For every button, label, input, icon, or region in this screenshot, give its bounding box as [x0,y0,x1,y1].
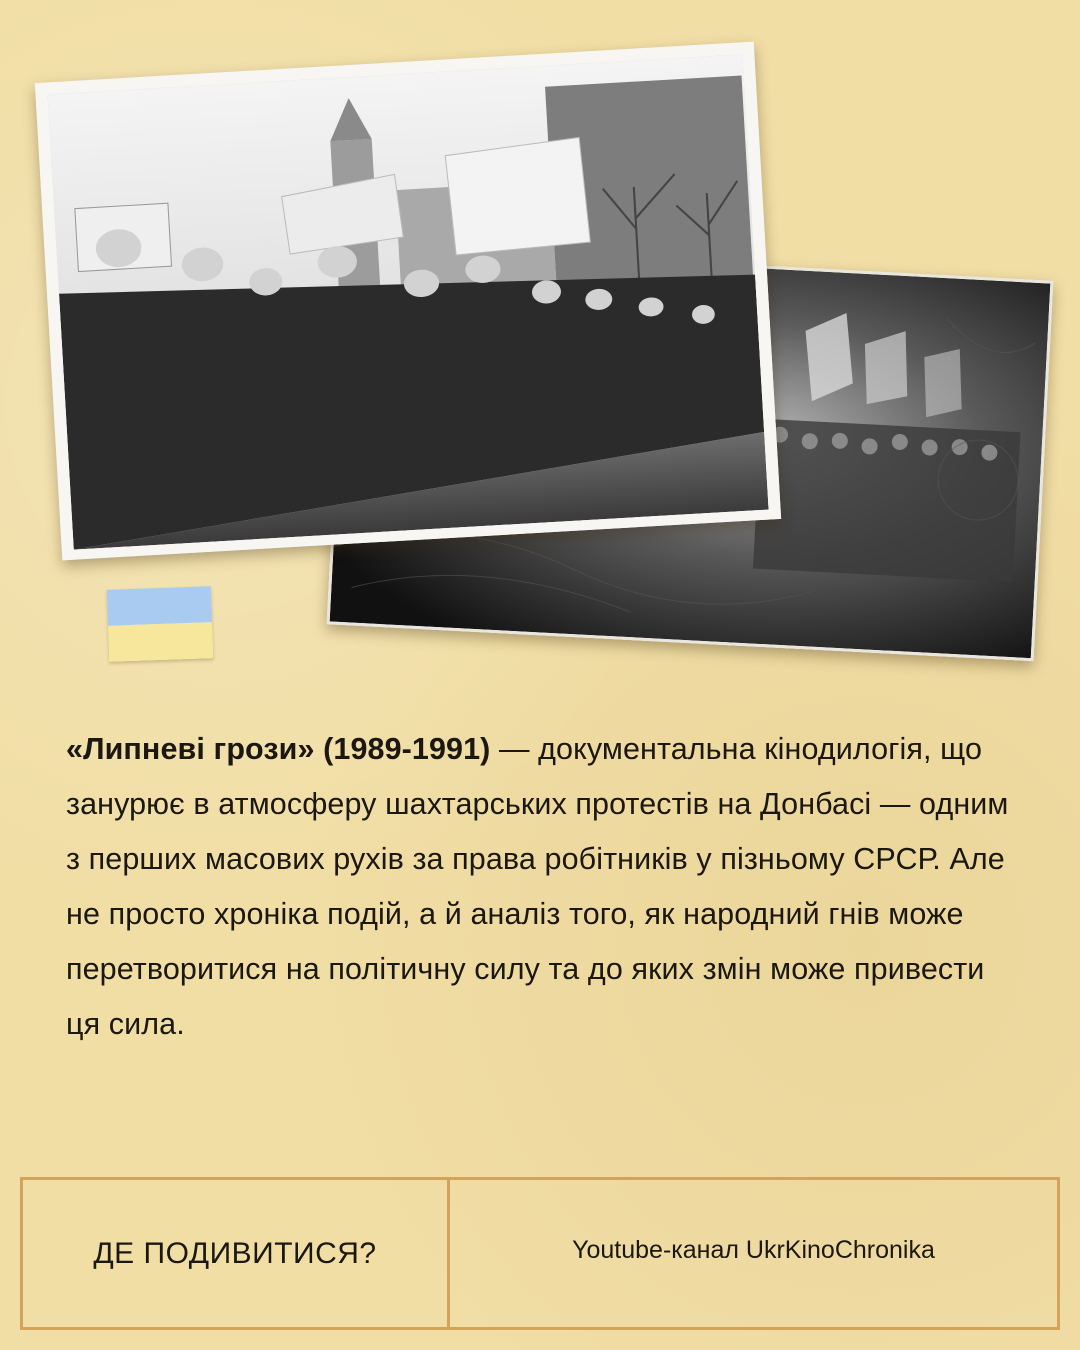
flag-blue-stripe [107,586,212,626]
flag-yellow-stripe [108,622,213,662]
where-to-watch-value: Youtube-канал UkrKinoChronika [572,1236,935,1264]
ukrainian-flag-icon [107,586,213,662]
film-description-text: — документальна кінодилогія, що занурює в атмосферу шахтарських протестів на Донбасі — одним з перших масових рухів за права робітників у пізньому СРСР. Але не просто хроніка подій, а й аналіз того, як народний гнів може перетворитися на політичну силу та до яких змін може привести ця сила. [66,732,1009,1041]
where-to-watch-box [20,1177,1060,1330]
film-description [66,722,1016,1052]
film-title: «Липневі грози» (1989-1991) [66,732,491,766]
miners-march-image [48,54,769,549]
where-to-watch-label: ДЕ ПОДИВИТИСЯ? [23,1180,450,1327]
miners-march-photo [35,42,781,561]
